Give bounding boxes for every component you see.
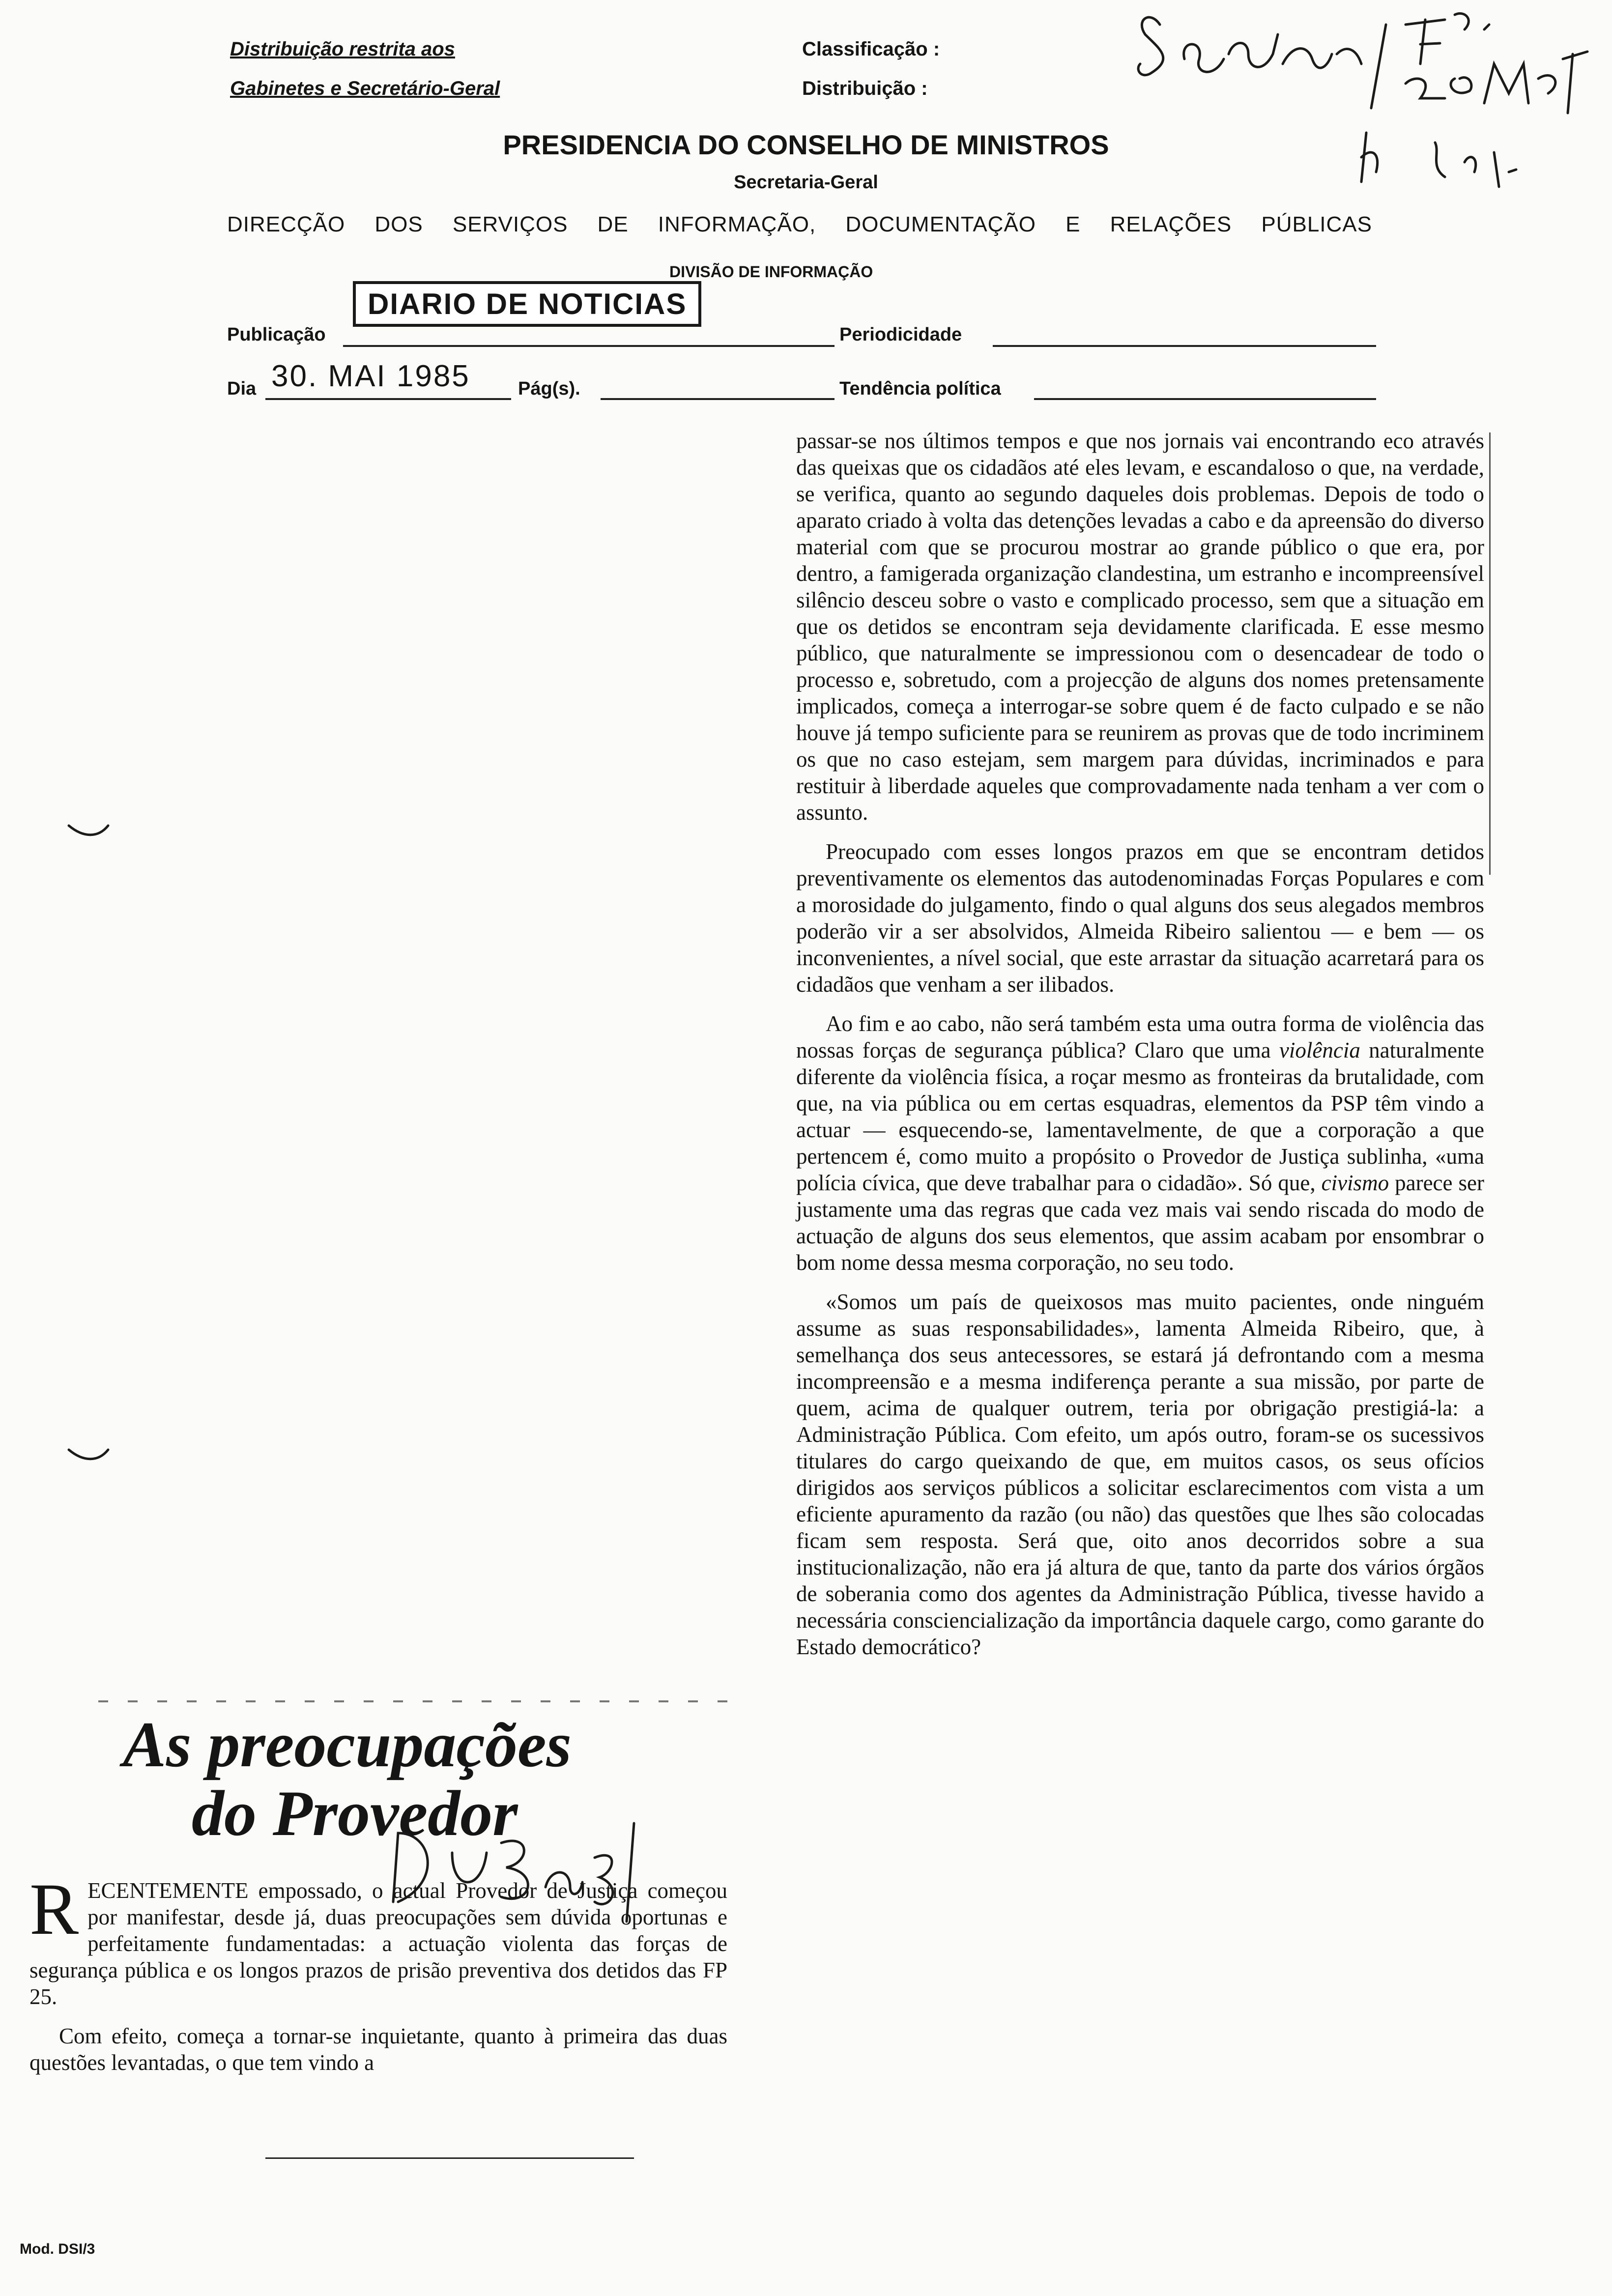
- punch-mark-icon: [64, 1440, 113, 1469]
- article-left-column: [29, 1868, 727, 2089]
- text-segment: ECENTEMENTE empossado, o actual Provedor de Justiça começou por manifestar, desde já, duas preocupações sem dúvida oportunas e perfeitamente fundamentadas: a actuação violenta das forças de segurança pública e os longos prazos de prisão preventiva dos detidos das FP 25.: [29, 1878, 727, 2009]
- article-paragraph: «Somos um país de queixosos mas muito pacientes, onde ninguém assume as suas responsabilidades», lamenta Almeida Ribeiro, que, à semelhança dos seus antecessores, se estará já defrontando com a mesma incompreensão e a mesma indiferença perante a sua missão, por parte de quem, acima de qualquer outrem, teria por obrigação prestigiá-la: a Administração Pública. Com efeito, um após outro, foram-se os sucessivos titulares do cargo queixando de que, em muitos casos, os seus ofícios dirigidos aos serviços públicos a solicitar esclarecimentos com vista a um eficiente apuramento da razão (ou não) das questões que lhes são colocadas ficam sem resposta. Será que, oito anos decorridos sobre a sua institucionalização, não era já altura de que, tanto da parte dos vários órgãos de soberania como dos agentes da Administração Pública, tivesse havido a necessária consciencialização da importância daquele cargo, como garante do Estado democrático?: [796, 1290, 1484, 1659]
- periodicity-rule: [993, 345, 1376, 347]
- text-segment: Ao fim e ao cabo, não será também esta uma outra forma de violência das nossas forças de segurança pública? Claro que uma: [796, 1011, 1484, 1062]
- classification-label: Classificação :: [802, 38, 940, 60]
- political-label: Tendência política: [839, 378, 1001, 399]
- distribution-line-1: Distribuição restrita aos: [230, 38, 455, 60]
- headline-line-1: As preocupações: [123, 1708, 572, 1780]
- punch-mark-icon: [64, 816, 113, 845]
- handwritten-annotation-icon: [1130, 5, 1612, 128]
- day-label: Dia: [227, 378, 257, 399]
- periodicity-label: Periodicidade: [839, 324, 962, 345]
- org-title: PRESIDENCIA DO CONSELHO DE MINISTROS: [503, 129, 1109, 160]
- distribution-label: Distribuição :: [802, 78, 928, 99]
- pages-rule: [601, 398, 835, 400]
- article-paragraph: Com efeito, começa a tornar-se inquietante, quanto à primeira das duas questões levantadas, o que tem vindo a: [29, 2024, 727, 2075]
- political-rule: [1034, 398, 1376, 400]
- text-segment: naturalmente diferente da violência física, a roçar mesmo as fronteiras da brutalidade, com que, na via pública ou em certas esquadras, elementos da PSP têm vindo a actuar — esquecendo-se, lamentavelmente, de que a corporação a que pertencem é, como muito a propósito o Provedor de Justiça sublinha, «uma polícia cívica, que deve trabalhar para o cidadão». Só que,: [796, 1038, 1484, 1195]
- pages-label: Pág(s).: [518, 378, 580, 399]
- emphasis: violência: [1279, 1038, 1360, 1062]
- org-subtitle: Secretaria-Geral: [734, 172, 878, 193]
- headline-line-2: do Provedor: [192, 1777, 518, 1849]
- publication-stamp: DIARIO DE NOTICIAS: [353, 281, 701, 327]
- directorate-line: DIRECÇÃO DOS SERVIÇOS DE INFORMAÇÃO, DOCUMENTAÇÃO E RELAÇÕES PÚBLICAS: [227, 212, 1372, 236]
- headline-dashes: [98, 1700, 737, 1702]
- article-paragraph: Preocupado com esses longos prazos em que se encontram detidos preventivamente os elementos das autodenominadas Forças Populares e com a morosidade do julgamento, findo o qual alguns dos seus alegados membros poderão vir a ser absolvidos, Almeida Ribeiro salientou — e bem — os inconvenientes, a nível social, que este arrastar da situação acarretará para os cidadãos que venham a ser ilibados.: [796, 839, 1484, 997]
- day-rule: [265, 398, 511, 400]
- column-edge-mark: [1489, 432, 1491, 875]
- article-end-rule: [265, 2157, 634, 2159]
- form-code: Mod. DSI/3: [20, 2241, 95, 2257]
- text-segment: parece ser justamente uma das regras que cada vez mais vai sendo riscada do modo de actuação de alguns dos seus elementos, que assim acabam por ensombrar o bom nome dessa mesma corporação, no seu todo.: [796, 1171, 1484, 1275]
- publication-rule: [343, 345, 835, 347]
- article-paragraph: passar-se nos últimos tempos e que nos jornais vai encontrando eco através das queixas que os cidadãos até eles levam, e escandaloso o que, na verdade, se verifica, quanto ao segundo daqueles dois problemas. Depois de todo o aparato criado à volta das detenções levadas a cabo e da apreensão do diverso material com que se procurou mostrar ao grande público o que era, por dentro, a famigerada organização clandestina, um estranho e incompreensível silêncio desceu sobre o vasto e complicado processo, sem que a situação em que os detidos se encontram seja devidamente clarificada. E esse mesmo público, que naturalmente se impressionou com o desencadear de todo o processo e, sobretudo, com a projecção de alguns dos nomes pretensamente implicados, começa a interrogar-se sobre quem é de facto culpado e se não houve já tempo suficiente para se reunirem as provas que de todo incriminem os que no caso estejam, sem margem para dúvidas, incriminados e para restituir à liberdade aqueles que comprovadamente nada tenham a ver com o assunto.: [796, 429, 1484, 825]
- article-lead-paragraph: [29, 1868, 727, 2010]
- drop-cap: R: [29, 1868, 79, 1950]
- article-paragraph: [796, 1010, 1484, 1276]
- publication-label: Publicação: [227, 324, 326, 345]
- division-line: DIVISÃO DE INFORMAÇÃO: [669, 263, 873, 281]
- article-right-column: [796, 428, 1484, 1673]
- distribution-line-2: Gabinetes e Secretário-Geral: [230, 78, 500, 99]
- emphasis: civismo: [1321, 1171, 1389, 1195]
- date-stamp: 30. MAI 1985: [271, 359, 470, 393]
